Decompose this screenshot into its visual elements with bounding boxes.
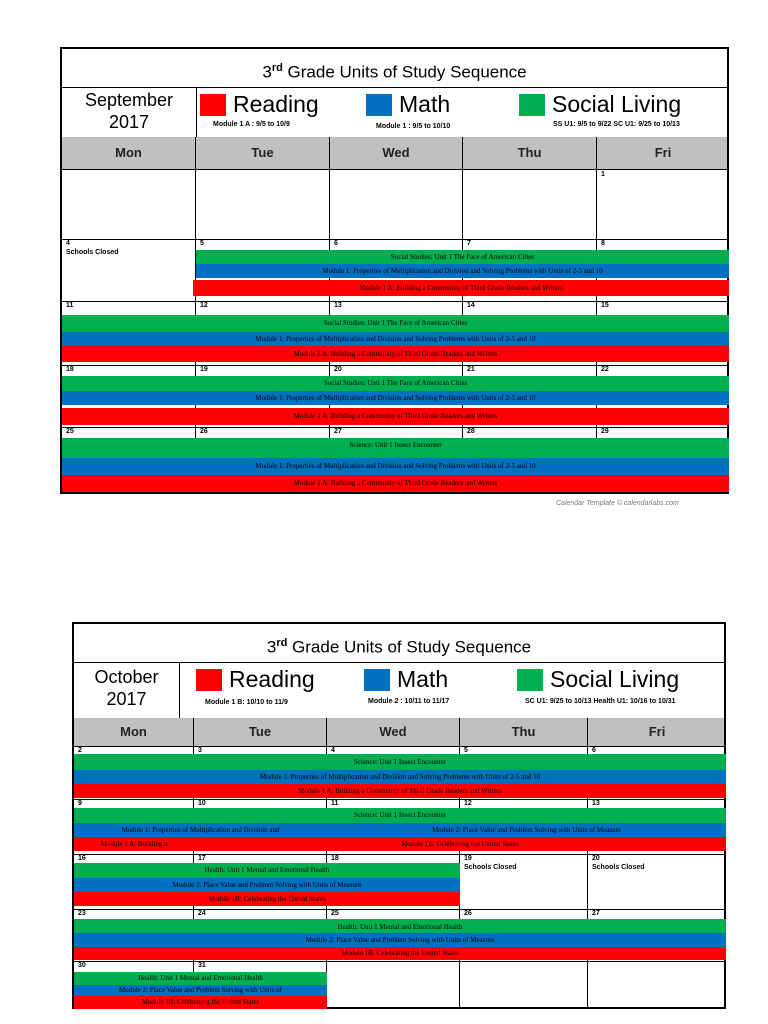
- day-number: 29: [601, 428, 609, 435]
- math-module-bar: Module 1: Properties of Multiplication and Division and Solving Problems with Units of 2-5 and 10: [196, 264, 729, 278]
- reading-module-bar: Module 1 A: Building a: [74, 837, 194, 851]
- day-cell: [597, 170, 729, 239]
- weekday-fri: Fri: [648, 724, 666, 739]
- day-cell: [62, 170, 196, 239]
- day-number: 21: [467, 366, 475, 373]
- october-calendar: [72, 622, 726, 1009]
- day-number: 18: [331, 855, 339, 862]
- weekday-fri: Fri: [654, 145, 672, 160]
- calendar-header: [74, 662, 724, 719]
- day-number: 19: [464, 855, 472, 862]
- day-cell: [330, 170, 463, 239]
- week-row: [62, 170, 727, 240]
- weekday-mon: Mon: [62, 137, 196, 169]
- math-swatch: [364, 669, 390, 691]
- math-module-bar: Module 2: Place Value and Problem Solving with Units of Measure: [74, 878, 460, 892]
- day-number: 19: [200, 366, 208, 373]
- day-cell: [588, 961, 726, 1009]
- week-row: [74, 854, 724, 910]
- reading-module-bar: Module 1 A: Building a Community of Third Grade Readers and Writers: [62, 346, 729, 362]
- reading-module-bar: Module 1B: Celebrating the United States: [74, 947, 726, 960]
- day-number: 3: [198, 747, 202, 754]
- day-number: 26: [200, 428, 208, 435]
- weekday-thu: Thu: [463, 137, 597, 169]
- reading-module-bar: Module 1B: Celebrating the United States: [194, 837, 726, 851]
- math-module-bar: Module 2: Place Value and Problem Solving with Units of: [74, 985, 327, 996]
- weekday-tue: Tue: [194, 718, 327, 746]
- day-number: 23: [78, 910, 86, 917]
- month-label: September 2017: [62, 87, 197, 137]
- day-cell: [327, 961, 460, 1009]
- health-bar: Health: Unit 1 Mental and Emotional Health: [74, 919, 726, 935]
- day-number: 13: [334, 302, 342, 309]
- day-cell: [460, 961, 588, 1009]
- reading-dates: Module 1 B: 10/10 to 11/9: [205, 699, 288, 706]
- weekday-mon: Mon: [74, 718, 194, 746]
- calendar-title: 3rd Grade Units of Study Sequence: [74, 624, 724, 663]
- weekday-wed: Wed: [327, 718, 460, 746]
- legend-social-label: Social Living: [552, 91, 682, 117]
- day-number: 1: [601, 171, 605, 178]
- day-number: 30: [78, 962, 86, 969]
- science-bar: Science: Unit 1 Insect Encounter: [62, 438, 729, 458]
- day-number: 11: [66, 302, 74, 309]
- day-number: 7: [467, 240, 471, 247]
- week-row: [62, 239, 727, 302]
- math-module-bar: Module 1: Properties of Multiplication and Division and Solving Problems with Units of 2-5 and 10: [62, 391, 729, 405]
- day-number: 5: [464, 747, 468, 754]
- day-number: 10: [198, 800, 206, 807]
- day-number: 31: [198, 962, 206, 969]
- calendar-header: [62, 87, 727, 138]
- day-number: 11: [331, 800, 339, 807]
- week-row: [62, 365, 727, 428]
- math-module-bar: Module 2: Place Value and Problem Solving with Units of Measure: [327, 823, 726, 837]
- day-cell: [588, 854, 726, 909]
- social-swatch: [519, 94, 545, 116]
- day-number: 27: [334, 428, 342, 435]
- reading-module-bar: Module 1 A: Building a Community of Third Grade Readers and Writers: [62, 475, 729, 492]
- legend-social-label: Social Living: [550, 666, 680, 692]
- math-dates: Module 1 : 9/5 to 10/10: [376, 123, 451, 130]
- day-cell: [463, 170, 597, 239]
- social-studies-bar: Social Studies: Unit 1 The Face of American Cities: [62, 376, 729, 391]
- day-number: 27: [592, 910, 600, 917]
- schools-closed-note: Schools Closed: [66, 249, 119, 256]
- day-number: 16: [78, 855, 86, 862]
- day-number: 8: [601, 240, 605, 247]
- legend-reading-label: Reading: [229, 666, 315, 692]
- schools-closed-note: Schools Closed: [592, 864, 645, 871]
- reading-module-bar: Module 1B: Celebrating the United States: [74, 996, 327, 1009]
- day-number: 22: [601, 366, 609, 373]
- day-number: 20: [592, 855, 600, 862]
- day-number: 13: [592, 800, 600, 807]
- day-number: 25: [66, 428, 74, 435]
- science-bar: Science: Unit 1 Insect Encounter: [74, 754, 726, 770]
- day-number: 18: [66, 366, 74, 373]
- day-number: 17: [198, 855, 206, 862]
- health-bar: Health: Unit 1 Mental and Emotional Health: [74, 972, 327, 985]
- math-module-bar: Module 1: Properties of Multiplication and Division and Solving Problems with Units of 2-5 and 10: [62, 332, 729, 346]
- social-swatch: [517, 669, 543, 691]
- math-module-bar: Module 2: Place Value and Problem Solving with Units of Measure: [74, 933, 726, 947]
- day-number: 20: [334, 366, 342, 373]
- math-dates: Module 2 : 10/11 to 11/17: [368, 698, 450, 705]
- day-number: 9: [78, 800, 82, 807]
- social-studies-bar: Social Studies: Unit 1 The Face of American Cities: [62, 315, 729, 332]
- legend-math-label: Math: [399, 91, 451, 117]
- day-number: 2: [78, 747, 82, 754]
- day-number: 26: [464, 910, 472, 917]
- day-cell: [196, 170, 330, 239]
- september-grid: [62, 170, 727, 494]
- math-module-bar: Module 1: Properties of Multiplication and Division and Solving Problems with Units of 2-5 and 10: [62, 458, 729, 475]
- social-dates: SS U1: 9/5 to 9/22 SC U1: 9/25 to 10/13: [553, 121, 680, 128]
- weekday-tue: Tue: [196, 137, 330, 169]
- legend-reading-label: Reading: [233, 91, 319, 117]
- week-row: [74, 799, 724, 855]
- reading-swatch: [196, 669, 222, 691]
- day-number: 6: [592, 747, 596, 754]
- calendar-credit: Calendar Template © calendarlabs.com: [556, 500, 679, 507]
- week-row: [74, 746, 724, 800]
- schools-closed-note: Schools Closed: [464, 864, 517, 871]
- weekday-wed: Wed: [330, 137, 463, 169]
- weekday-header: [62, 137, 727, 170]
- math-swatch: [366, 94, 392, 116]
- day-number: 5: [200, 240, 204, 247]
- day-number: 25: [331, 910, 339, 917]
- september-calendar: [60, 47, 729, 494]
- day-cell: [62, 239, 196, 301]
- month-label: October 2017: [74, 662, 180, 718]
- day-number: 12: [200, 302, 208, 309]
- weekday-thu: Thu: [460, 718, 588, 746]
- day-number: 6: [334, 240, 338, 247]
- reading-module-bar: Module 1 A: Building a Community of Third Grade Readers and Writers: [62, 408, 729, 425]
- day-number: 4: [66, 240, 70, 247]
- week-row: [74, 961, 724, 1009]
- weekday-header: [74, 718, 724, 747]
- day-number: 28: [467, 428, 475, 435]
- october-grid: [74, 746, 724, 1009]
- health-bar: Health: Unit 1 Mental and Emotional Health: [74, 863, 460, 878]
- math-module-bar: Module 1: Properties of Multiplication and Division and: [74, 823, 327, 837]
- legend-math-label: Math: [397, 666, 449, 692]
- day-number: 15: [601, 302, 609, 309]
- week-row: [62, 427, 727, 494]
- reading-module-bar: Module 1 A: Building a Community of Third Grade Readers and Writers: [193, 280, 729, 296]
- math-module-bar: Module 1: Properties of Multiplication and Division and Solving Problems with Units of 2-5 and 10: [74, 770, 726, 784]
- reading-module-bar: Module 1B: Celebrating the United States: [74, 892, 460, 906]
- day-number: 24: [198, 910, 206, 917]
- science-bar: Science: Unit 1 Insect Encounter: [74, 808, 726, 823]
- calendar-title: 3rd Grade Units of Study Sequence: [62, 49, 727, 88]
- day-cell: [460, 854, 588, 909]
- day-number: 12: [464, 800, 472, 807]
- week-row: [62, 301, 727, 366]
- reading-module-bar: Module 1 A: Building a Community of Third Grade Readers and Writers: [74, 784, 726, 798]
- day-number: 4: [331, 747, 335, 754]
- week-row: [74, 909, 724, 962]
- social-studies-bar: Social Studies: Unit 1 The Face of American Cities: [196, 250, 729, 264]
- reading-dates: Module 1 A : 9/5 to 10/9: [213, 121, 290, 128]
- reading-swatch: [200, 94, 226, 116]
- social-dates: SC U1: 9/25 to 10/13 Health U1: 10/16 to 10/31: [525, 698, 676, 705]
- day-number: 14: [467, 302, 475, 309]
